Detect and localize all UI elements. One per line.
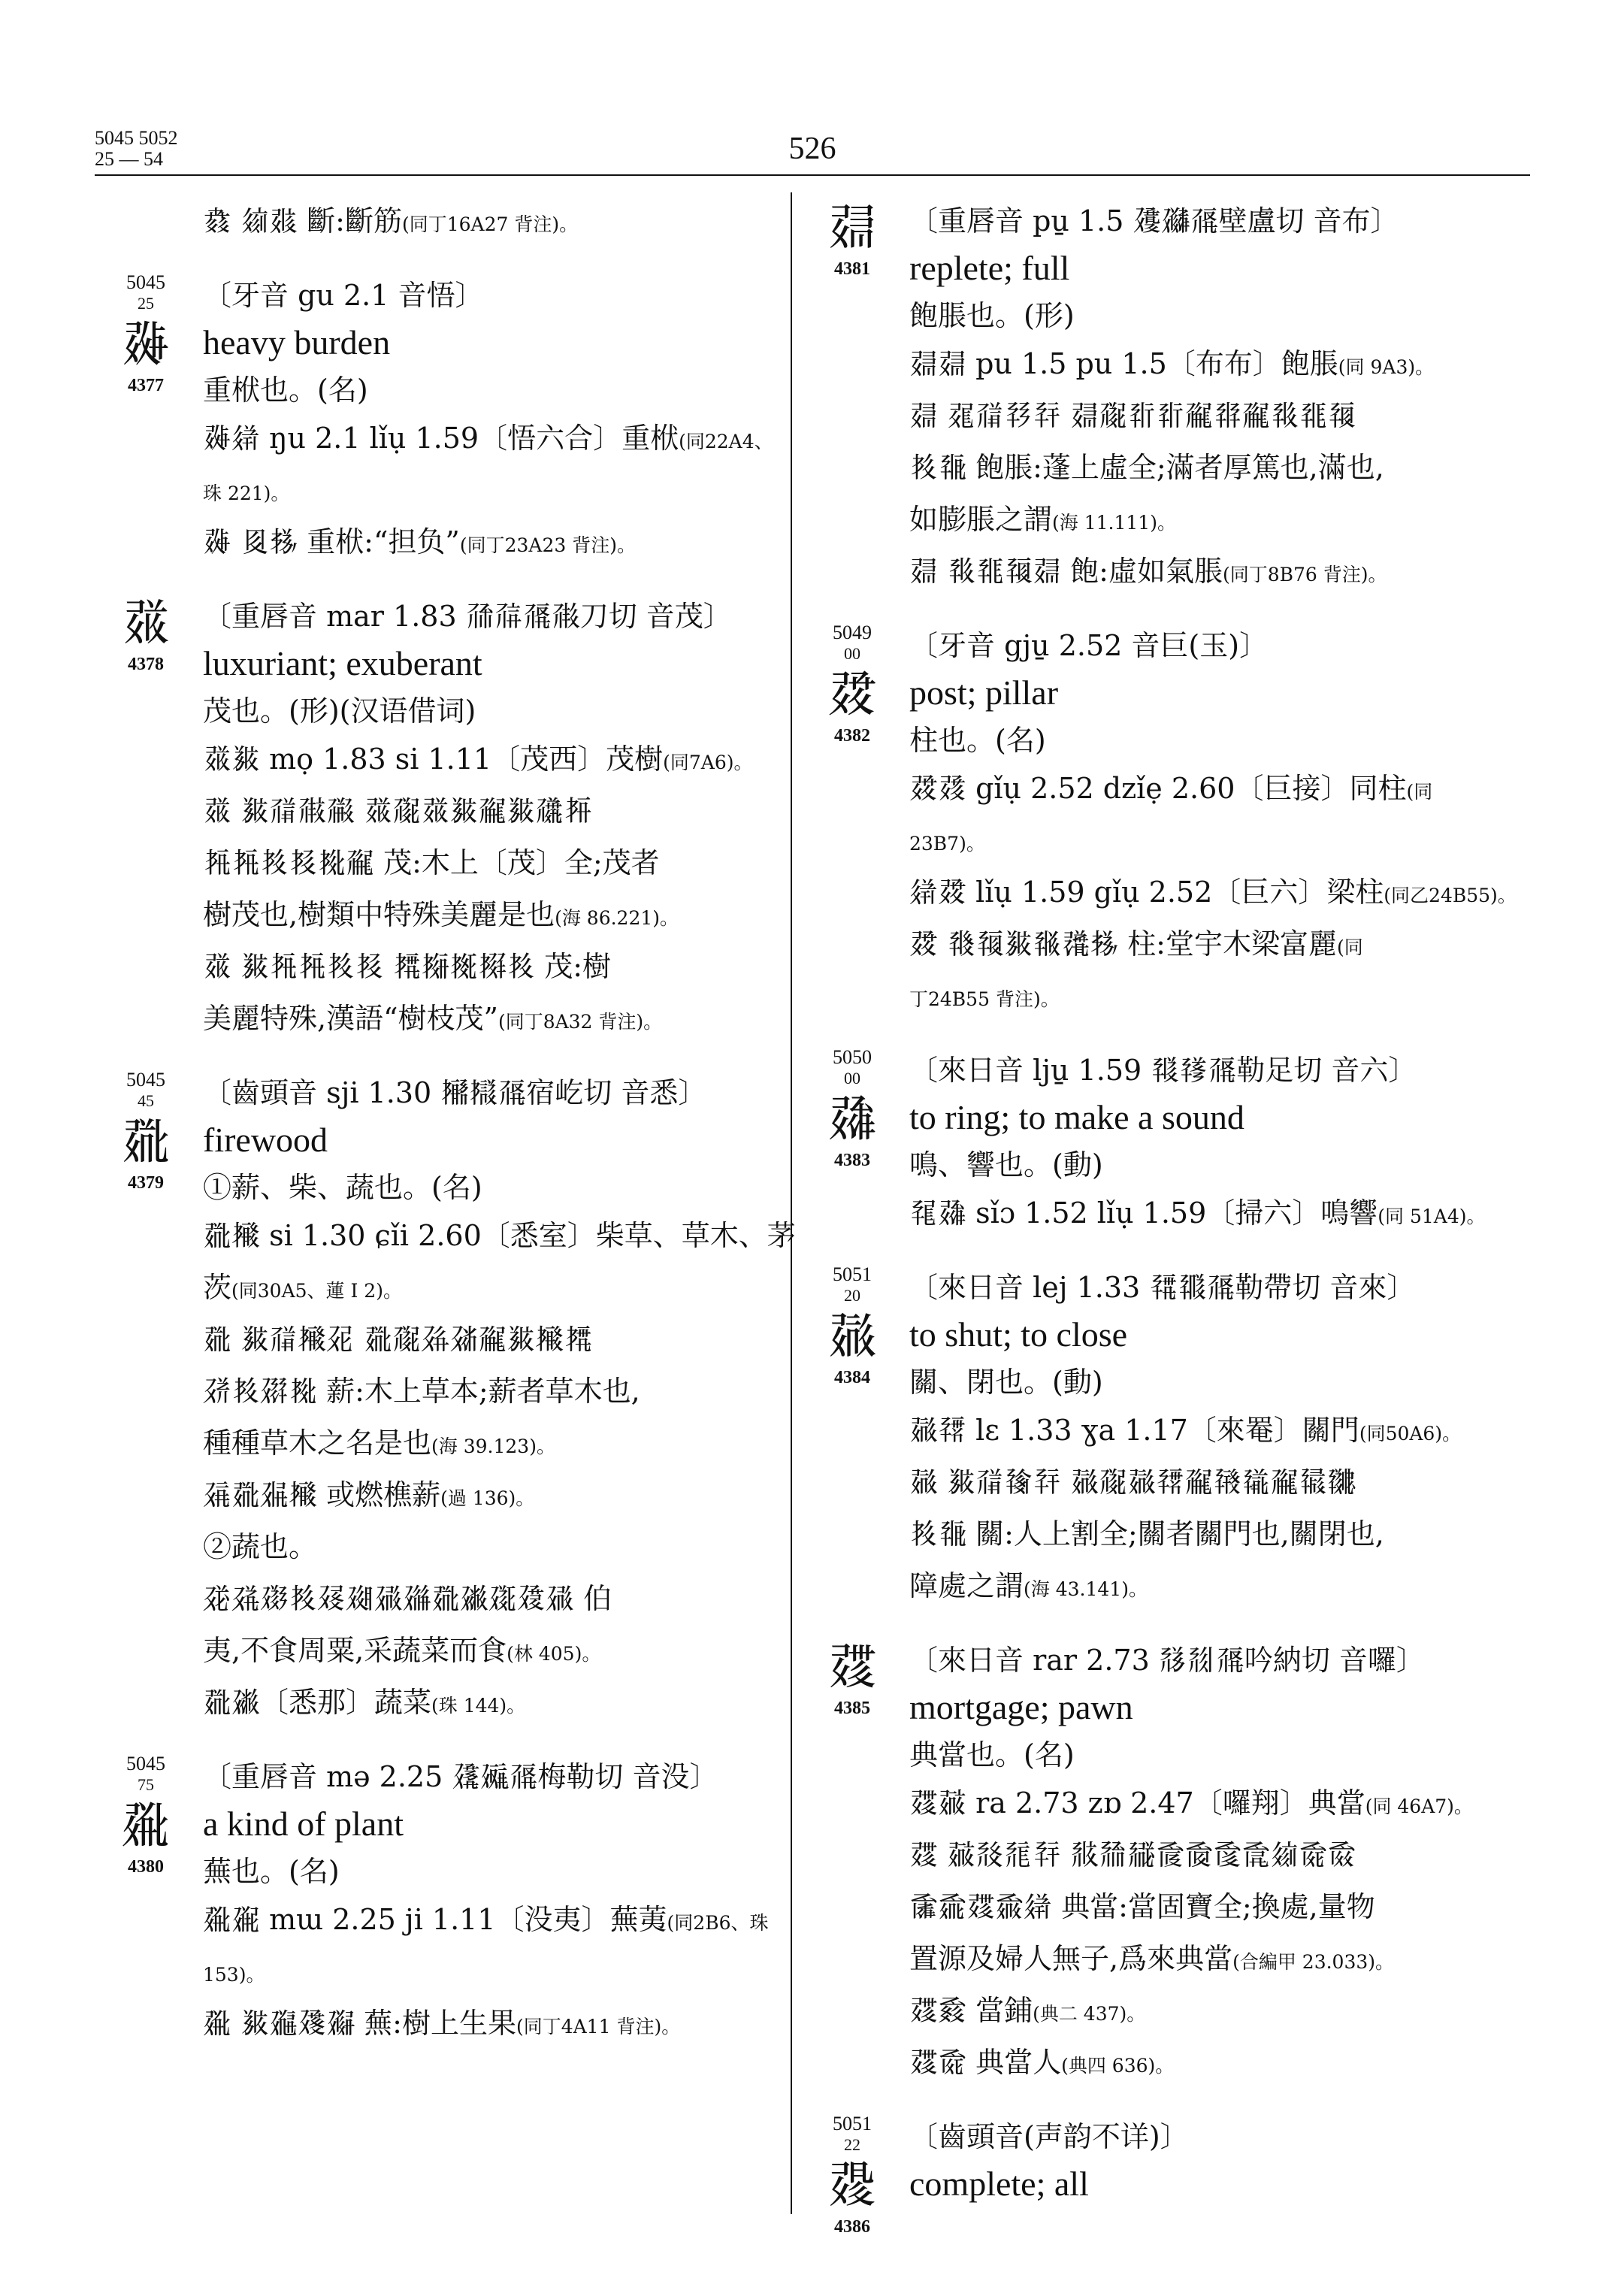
line-reference: (同30A5、蓮 I 2)。	[231, 1280, 402, 1302]
line-reference: (合編甲 23.033)。	[1232, 1951, 1395, 1973]
entry-gutter	[815, 197, 890, 280]
line-text: 𗗲𗗥𗗳𗗧 薪:木上草本;薪者草木也,	[203, 1375, 640, 1408]
english-gloss: complete; all	[909, 2165, 1089, 2203]
entry-subcode: 45	[138, 1091, 154, 1110]
line-reference: (海 39.123)。	[431, 1435, 555, 1457]
line-text: 如膨脹之謂	[909, 503, 1053, 536]
line-text: 𘅓 𗯴𗘃𗘄𗘅 蕪:樹上生果	[203, 2007, 516, 2040]
chinese-gloss: 茂也。(形)(汉语借词)	[203, 694, 476, 728]
line-reference: (典四 636)。	[1061, 2055, 1175, 2077]
english-gloss: replete; full	[909, 249, 1070, 287]
line-text: 𗗴𘅒𗗵𗗮 或燃樵薪	[203, 1478, 441, 1511]
dictionary-entry	[819, 1046, 1526, 1241]
line-text: 𘅖𘅗 gǐụ 2.52 dzǐẹ 2.60〔巨接〕同柱	[909, 772, 1407, 805]
english-gloss: to ring; to make a sound	[909, 1098, 1244, 1136]
entry-line	[909, 495, 1526, 547]
line-reference: (同乙24B55)。	[1384, 885, 1517, 906]
line-reference: (海 43.141)。	[1024, 1578, 1148, 1600]
right-entries	[819, 197, 1526, 2237]
line-text: 夷,不食周粟,采蔬菜而食	[203, 1634, 507, 1667]
dictionary-entry	[113, 1753, 819, 2051]
entry-gutter	[108, 1753, 183, 1877]
line-reference: 珠 221)。	[203, 483, 290, 504]
line-text: 𘅐 𘉋𗈪 重栿:“担负”	[203, 525, 460, 558]
entry-line	[909, 920, 1526, 972]
entry-line	[909, 1406, 1526, 1458]
chinese-gloss: 關、閉也。(動)	[909, 1366, 1103, 1399]
entry-line	[909, 1986, 1526, 2038]
line-text: 𘅒𗗮 si 1.30 ɕǐi 2.60〔悉室〕柴草、草木、茅	[203, 1219, 796, 1252]
entry-code: 5045	[126, 1069, 165, 1091]
entry-line	[203, 942, 819, 994]
line-reference: (同 9A3)。	[1338, 356, 1435, 378]
line-text: 障處之謂	[909, 1569, 1024, 1602]
entry-line	[909, 2038, 1526, 2090]
entry-line	[909, 1189, 1526, 1241]
headword-glyph: 𘅘	[827, 1090, 877, 1148]
entry-number: 4379	[128, 1173, 164, 1193]
headword-glyph: 𘅒	[121, 1112, 171, 1170]
entry-number: 4380	[128, 1857, 164, 1877]
dictionary-entry	[113, 271, 819, 570]
line-reference: 153)。	[203, 1964, 265, 1986]
line-reference: (同丁23A23 背注)。	[459, 534, 636, 556]
entry-gutter	[108, 271, 183, 396]
entry-range-bottom: 25 — 54	[95, 148, 163, 170]
line-text: 𘅑 𗯴𗗤𗗤𗗥𗗦 𗗨𗗩𗗪𗗫𗗥 茂:樹	[203, 950, 612, 983]
line-reference: (同 51A4)。	[1378, 1206, 1486, 1227]
line-text: 𘅔 𗘌𗘍𗘎𘅔 飽:虛如氣脹	[909, 555, 1223, 588]
line-reference: (同	[1336, 936, 1363, 958]
line-reference: (海 11.111)。	[1052, 512, 1176, 534]
line-text: 𘅚𗘭 當鋪	[909, 1994, 1033, 2027]
line-text: 茨	[203, 1271, 232, 1304]
headword-glyph: 𘅖	[827, 665, 877, 723]
line-text: 樹茂也,樹類中特殊美麗是也	[203, 898, 555, 931]
line-reference: (同2B6、珠	[667, 1912, 769, 1934]
entry-line	[909, 816, 1526, 868]
line-reference: (海 86.221)。	[555, 907, 679, 929]
english-gloss: heavy burden	[203, 323, 391, 362]
entry-number: 4384	[834, 1368, 870, 1387]
line-text: 𘅚𘅛 ra 2.73 zɒ 2.47〔囉翔〕典當	[909, 1786, 1365, 1820]
dictionary-entry	[113, 592, 819, 1046]
entry-subcode: 75	[138, 1775, 154, 1794]
entry-subcode: 00	[844, 644, 860, 663]
line-text: 𘅓𗘂 mɯ 2.25 ji 1.11〔没夷〕蕪荑	[203, 1903, 667, 1936]
entry-number: 4383	[834, 1151, 870, 1170]
chinese-gloss: 蕪也。(名)	[203, 1855, 340, 1888]
headword-glyph: 𘅙	[827, 1307, 877, 1365]
line-text: 𗧉𘅖 lǐụ 1.59 gǐụ 2.52〔巨六〕梁柱	[909, 876, 1384, 909]
entry-line	[203, 1575, 819, 1626]
entry-code: 5045	[126, 1753, 165, 1774]
line-reference: (同丁8A32 背注)。	[497, 1011, 663, 1033]
entry-code: 5049	[833, 622, 872, 643]
english-gloss: luxuriant; exuberant	[203, 644, 482, 682]
dictionary-entry	[819, 2113, 1526, 2237]
line-text: 種種草木之名是也	[203, 1426, 432, 1460]
entry-line	[909, 1510, 1526, 1562]
pronunciation: 〔齒頭音 sji 1.30 𗗬𗗭𗗛宿屹切 音悉〕	[203, 1076, 707, 1109]
entry-line	[203, 518, 819, 570]
entry-code: 5045	[126, 271, 165, 293]
line-text: 𘅖 𗘐𗘎𗯴𗘑𗗈𗈪 柱:堂宇木梁富麗	[909, 927, 1337, 961]
line-text: 𘅔𘅔 pu 1.5 pu 1.5〔布布〕飽脹	[909, 347, 1338, 380]
line-text: 𗗥𗘏 關:人上割全;關者關門也,關閉也,	[909, 1517, 1384, 1550]
entry-line	[203, 1626, 819, 1678]
entry-line	[909, 868, 1526, 920]
chinese-gloss: 柱也。(名)	[909, 724, 1046, 757]
entry-line	[203, 787, 819, 839]
line-reference: (過 136)。	[440, 1487, 535, 1509]
dictionary-entry	[819, 622, 1526, 1024]
entry-number: 4382	[834, 726, 870, 746]
entry-line	[203, 1212, 819, 1263]
entry-number: 4377	[128, 376, 164, 395]
english-gloss: a kind of plant	[203, 1805, 404, 1843]
entry-line	[909, 1779, 1526, 1831]
dictionary-entry	[819, 1636, 1526, 2090]
entry-subcode: 22	[844, 2135, 860, 2154]
header-rule	[95, 174, 1530, 176]
entry-line	[909, 1562, 1526, 1614]
left-column	[113, 197, 819, 2074]
line-text: 𘅔 𘅕𗗝𗘈𗘉 𘅔𗗠𗘊𗘊𗗡𗘋𗗡𗘌𗘍𗘎	[909, 399, 1356, 432]
pronunciation: 〔齒頭音(声韵不详)〕	[909, 2120, 1189, 2153]
english-gloss: firewood	[203, 1121, 328, 1159]
line-text: 𘅚𗘨 典當人	[909, 2046, 1062, 2079]
line-reference: (同	[1406, 781, 1433, 803]
entry-line	[203, 994, 819, 1046]
entry-line	[909, 764, 1526, 816]
entry-line	[203, 891, 819, 942]
entry-line	[203, 1471, 819, 1523]
entry-code: 5051	[833, 2113, 872, 2134]
english-gloss: to shut; to close	[909, 1315, 1128, 1354]
entry-subcode: 25	[138, 294, 154, 313]
line-text: 𗘪𗘫𘅚𗘬𗧉 典當:當固寶全;換處,量物	[909, 1890, 1375, 1923]
pronunciation: 〔重唇音 mar 1.83 𗗙𗗚𗗛𗗜刀切 音茂〕	[203, 600, 732, 633]
entry-code: 5050	[833, 1046, 872, 1068]
line-reference: (典二 437)。	[1033, 2003, 1146, 2025]
headword-glyph: 𘅐	[121, 315, 171, 373]
pronunciation: 〔來日音 lej 1.33 𗘕𗘖𗗛勒帶切 音來〕	[909, 1271, 1416, 1304]
entry-line	[909, 392, 1526, 443]
chinese-gloss: 重栿也。(名)	[203, 374, 368, 407]
continuation-block	[113, 197, 819, 249]
pronunciation: 〔牙音 gju̱ 2.52 音巨(玉)〕	[909, 629, 1269, 662]
line-text: 𗗶𗗷𗗸𗗥𗗹𗗺𗗻𗗼𘅒𗗽𗗾𗗿𗗻 伯	[203, 1582, 612, 1615]
headword-glyph: 𘅓	[121, 1796, 171, 1854]
entry-line	[203, 1419, 819, 1471]
line-reference: (同50A6)。	[1359, 1423, 1462, 1445]
line-text: 𗗥𗘏 飽脹:蓬上虛全;滿者厚篤也,滿也,	[909, 451, 1384, 484]
entry-line	[909, 972, 1526, 1024]
line-text: 𘅑 𗯴𗗝𗗞𗗟 𘅑𗗠𘅑𗯴𗗡𗯴𗗢𗗣	[203, 794, 593, 827]
pronunciation: 〔來日音 lju̱ 1.59 𗘒𗘓𗗛勒足切 音六〕	[909, 1054, 1417, 1087]
line-text: 𗘔𘅘 sǐɔ 1.52 lǐụ 1.59〔掃六〕鳴響	[909, 1196, 1378, 1230]
pronunciation: 〔重唇音 pu̱ 1.5 𗘆𗘇𗗛壁盧切 音布〕	[909, 204, 1399, 237]
entry-gutter	[815, 1046, 890, 1171]
entry-line	[203, 1895, 819, 1947]
line-reference: (同 46A7)。	[1365, 1795, 1473, 1817]
entry-line	[909, 1831, 1526, 1883]
english-gloss: mortgage; pawn	[909, 1688, 1133, 1726]
right-column	[819, 197, 1526, 2237]
pronunciation: 〔來日音 rar 2.73 𗘝𗘞𗗛吟納切 音囉〕	[909, 1644, 1425, 1677]
entry-gutter	[815, 1636, 890, 1719]
entry-line	[203, 466, 819, 518]
entry-line	[203, 839, 819, 891]
entry-gutter	[815, 1263, 890, 1388]
line-reference: (同丁8B76 背注)。	[1222, 564, 1387, 585]
entry-line	[909, 443, 1526, 495]
entry-line	[203, 1263, 819, 1315]
line-reference: 23B7)。	[909, 833, 985, 855]
entry-number: 4385	[834, 1699, 870, 1718]
entry-line	[909, 1935, 1526, 1986]
entry-gutter	[815, 622, 890, 746]
line-text: 𘅒𗗽〔悉那〕蔬菜	[203, 1686, 432, 1719]
entry-number: 4378	[128, 655, 164, 674]
entry-code: 5051	[833, 1263, 872, 1285]
line-text: 𘅒 𗯴𗗝𗗮𗗯 𘅒𗗠𗗰𗗱𗗡𗯴𗗮𗗨	[203, 1323, 593, 1356]
entry-number: 4386	[834, 2217, 870, 2237]
dictionary-entry	[113, 1069, 819, 1730]
line-text: ②蔬也。	[203, 1530, 318, 1563]
line-reference: 丁24B55 背注)。	[909, 988, 1060, 1010]
entry-subcode: 20	[844, 1286, 860, 1305]
pronunciation: 〔牙音 gu 2.1 音悟〕	[203, 279, 484, 312]
line-reference: (珠 144)。	[431, 1695, 526, 1717]
line-reference: (同22A4、	[679, 431, 773, 452]
chinese-gloss: 典當也。(名)	[909, 1738, 1075, 1771]
headword-glyph: 𘅜	[827, 2156, 877, 2214]
line-text: 美麗特殊,漢語“樹枝茂”	[203, 1002, 498, 1035]
chinese-gloss: 鳴、響也。(動)	[909, 1148, 1103, 1181]
line-text: 𘅚 𘅛𗘟𗘠𗘉 𗘡𗘢𗘣𗘤𗘥𗘦𗘧𗦻𗘨𗘩	[909, 1838, 1356, 1871]
pronunciation: 〔重唇音 mə 2.25 𗘀𗘁𗗛梅勒切 音没〕	[203, 1760, 718, 1793]
entry-line	[203, 735, 819, 787]
entry-line	[203, 1947, 819, 1999]
entry-line	[203, 1367, 819, 1419]
page-header	[95, 128, 1530, 173]
entry-line	[203, 414, 819, 466]
line-text: 𘅐𗧉 ŋu 2.1 lǐụ 1.59〔悟六合〕重栿	[203, 422, 679, 455]
entry-line: 𘇐 𗦻𘅍 斷:斷筋(同丁16A27 背注)。	[203, 204, 579, 237]
entry-number: 4381	[834, 259, 870, 279]
entry-range-top: 5045 5052	[95, 127, 178, 149]
line-text: 𗗤𗗤𗗥𗗦𗗧𗗡 茂:木上〔茂〕全;茂者	[203, 846, 660, 879]
entry-line	[909, 1883, 1526, 1935]
chinese-gloss: ①薪、柴、蔬也。(名)	[203, 1171, 482, 1204]
headword-glyph: 𘅑	[121, 594, 171, 652]
chinese-gloss: 飽脹也。(形)	[909, 299, 1075, 332]
line-reference: (同丁4A11 背注)。	[516, 2016, 681, 2037]
entry-line	[203, 1523, 819, 1575]
entry-line	[203, 1678, 819, 1730]
headword-glyph: 𘅔	[827, 198, 877, 256]
entry-line	[909, 547, 1526, 599]
entry-gutter	[108, 592, 183, 675]
entry-line	[203, 1999, 819, 2051]
line-text: 𘅑𗯴 mọ 1.83 si 1.11〔茂西〕茂樹	[203, 743, 664, 776]
entry-subcode: 00	[844, 1069, 860, 1088]
line-text: 𘅙 𗯴𗗝𗘘𗘉 𘅙𗗠𘅙𗘗𗗡𗘙𗘚𗗡𗘛𗘜	[909, 1466, 1356, 1499]
english-gloss: post; pillar	[909, 673, 1059, 712]
dictionary-entry	[819, 1263, 1526, 1614]
entry-gutter	[815, 2113, 890, 2237]
entry-line	[203, 1315, 819, 1367]
line-text: 𘅙𗘗 lɛ 1.33 ɣa 1.17〔來罨〕關門	[909, 1414, 1359, 1447]
line-reference: (同7A6)。	[663, 752, 753, 773]
entry-line	[909, 340, 1526, 392]
page-number: 526	[788, 132, 836, 166]
left-entries	[113, 271, 819, 2051]
line-text: 置源及婦人無子,爲來典當	[909, 1942, 1233, 1975]
headword-glyph: 𘅚	[827, 1638, 877, 1696]
entry-line	[909, 1458, 1526, 1510]
line-reference: (林 405)。	[507, 1643, 601, 1665]
entry-gutter	[108, 1069, 183, 1193]
dictionary-entry	[819, 197, 1526, 599]
